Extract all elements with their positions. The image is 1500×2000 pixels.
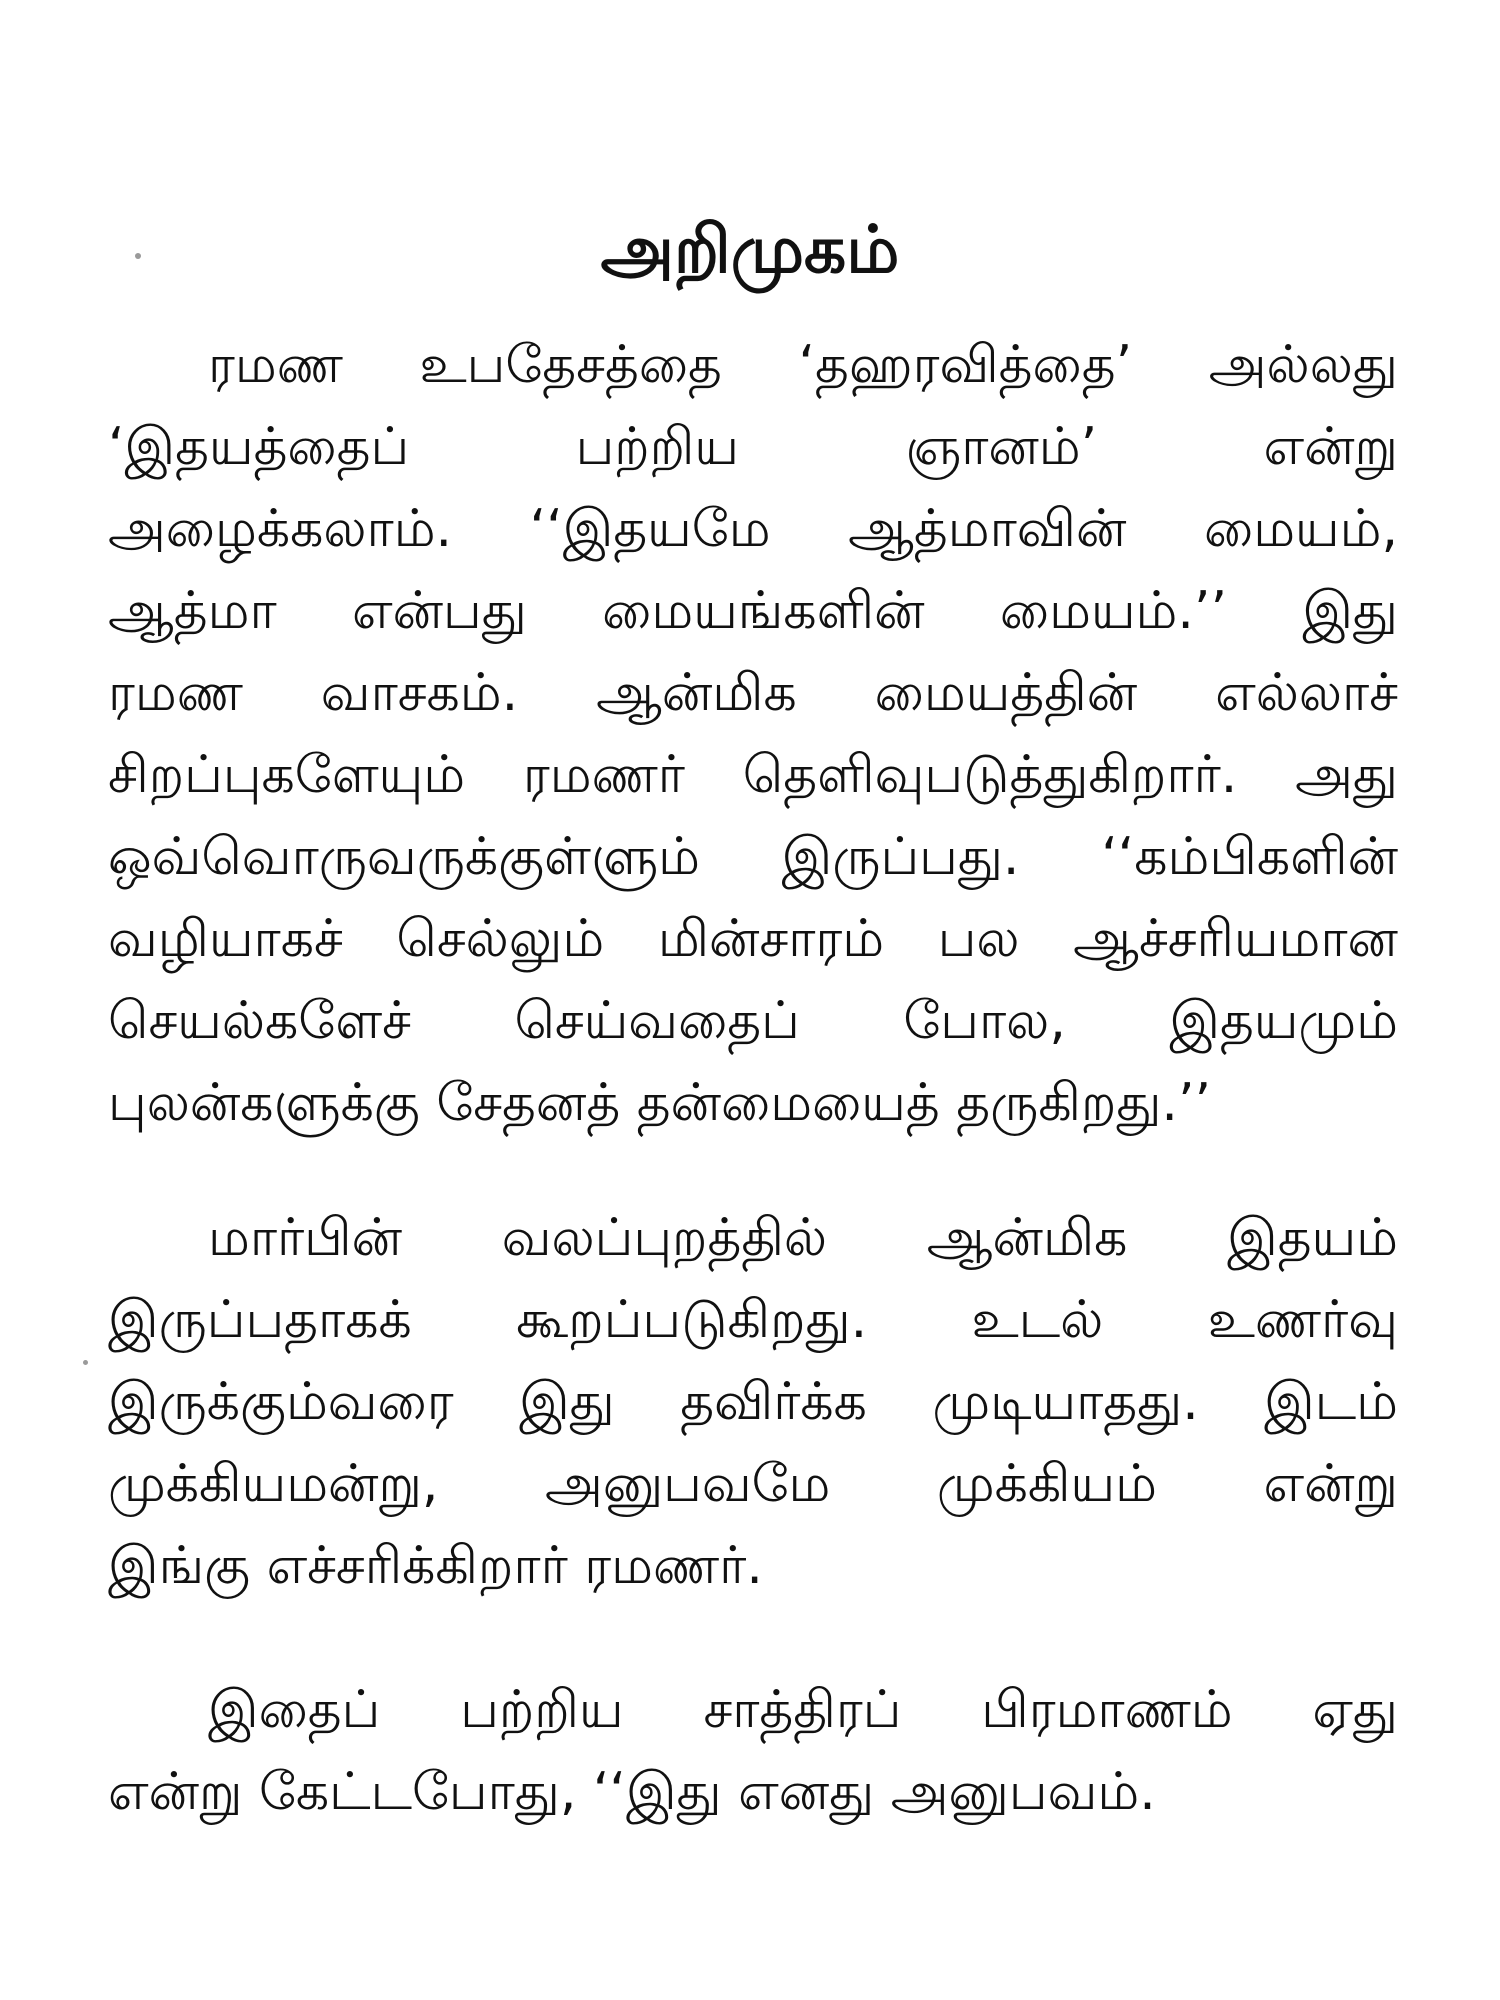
text-line: ஒவ்வொருவருக்குள்ளும் இருப்பது. ‘‘கம்பிகளின் [108, 827, 1398, 887]
text-line: புலன்களுக்கு சேதனத் தன்மையைத் தருகிறது.’’ [108, 1073, 1212, 1133]
text-line: ‘இதயத்தைப் பற்றிய ஞானம்’ என்று [108, 417, 1398, 477]
text-line: மார்பின் வலப்புறத்தில் ஆன்மிக இதயம் [208, 1208, 1399, 1268]
text-line: முக்கியமன்று, அனுபவமே முக்கியம் என்று [108, 1454, 1399, 1514]
text-line: என்று கேட்டபோது, ‘‘இது எனது அனுபவம். [108, 1762, 1156, 1822]
text-line: இருக்கும்வரை இது தவிர்க்க முடியாதது. இடம் [108, 1372, 1398, 1432]
text-line: இங்கு எச்சரிக்கிறார் ரமணர். [108, 1536, 763, 1596]
text-line: இருப்பதாகக் கூறப்படுகிறது. உடல் உணர்வு [108, 1290, 1398, 1350]
text-line: சிறப்புகளேயும் ரமணர் தெளிவுபடுத்துகிறார். அது [108, 745, 1398, 805]
text-line: இதைப் பற்றிய சாத்திரப் பிரமாணம் ஏது [208, 1680, 1399, 1740]
text-line: அழைக்கலாம். ‘‘இதயமே ஆத்மாவின் மையம், [108, 499, 1398, 559]
text-line: செயல்களேச் செய்வதைப் போல, இதயமும் [108, 991, 1399, 1051]
text-line: வழியாகச் செல்லும் மின்சாரம் பல ஆச்சரியமான [108, 909, 1398, 969]
text-line: ரமண உபதேசத்தை ‘தஹரவித்தை’ அல்லது [208, 335, 1398, 395]
text-line: ஆத்மா என்பது மையங்களின் மையம்.’’ இது [108, 581, 1399, 641]
text-line: ரமண வாசகம். ஆன்மிக மையத்தின் எல்லாச் [108, 663, 1398, 723]
page-title: அறிமுகம் [600, 211, 900, 288]
scan-speck [83, 1360, 88, 1365]
